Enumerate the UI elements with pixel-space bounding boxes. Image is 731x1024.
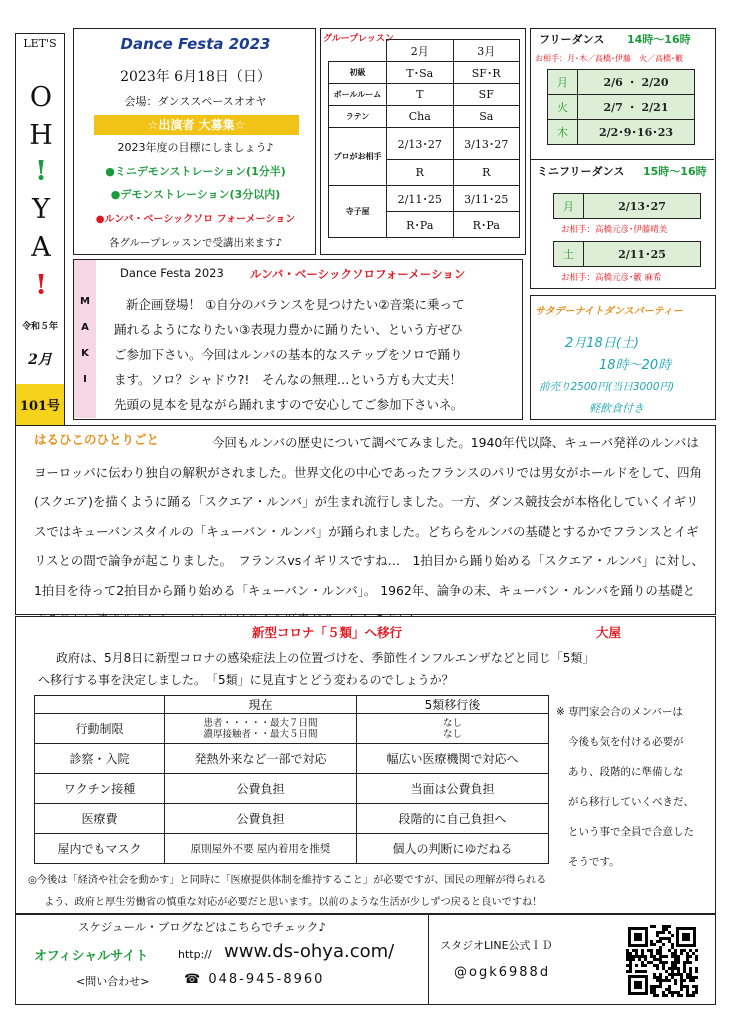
line-id-label: スタジオLINE公式ＩＤ (440, 939, 553, 952)
group-cell: R (387, 160, 454, 186)
dance-festa-box (73, 28, 316, 255)
corona-cell-after-2: なし (442, 728, 462, 740)
footer-schedule-text: スケジュール・ブログなどはこちらでチェック♪ (78, 920, 326, 934)
date-cell: 2/11･25 (584, 242, 701, 267)
festa-venue: 会場：ダンススペースオオヤ (124, 95, 267, 108)
group-row-label: ボールルーム (329, 84, 387, 106)
free-dance-time: 14時～16時 (627, 33, 691, 46)
corona-cell-after: 個人の判断にゆだねる (357, 834, 549, 864)
free-dance-title: フリーダンス (539, 33, 605, 46)
corona-cell-after: 当面は公費負担 (357, 774, 549, 804)
footer-divider (428, 915, 429, 1005)
maki-letter-i: I (83, 374, 87, 385)
side-note-line: という事で全員で合意した (568, 826, 694, 838)
corona-cell-now-2: 濃厚接触者・・最大５日間 (203, 728, 318, 740)
title-letter-h: H (29, 120, 53, 151)
corona-closing-1: ◎今後は「経済や社会を動かす」と同時に「医療提供体制を維持すること」が必要ですが、国民の理解が得られる (28, 875, 547, 886)
corona-author: 大屋 (596, 625, 622, 640)
corona-cell-now-1: 患者・・・・・最大７日間 (203, 717, 318, 729)
url-prefix[interactable]: http:// (178, 948, 212, 961)
group-lesson-table (328, 39, 520, 238)
side-note-line: あり、段階的に準備しな (568, 766, 684, 778)
title-letter-a: A (31, 232, 51, 263)
corona-row-label: 屋内でもマスク (35, 834, 165, 864)
corona-row-label: 行動制限 (35, 714, 165, 744)
maki-label: Dance Festa 2023 (120, 266, 224, 280)
day-cell: 土 (554, 242, 584, 267)
mini-free-time: 15時～16時 (643, 165, 707, 178)
maki-letter-k: K (81, 348, 89, 359)
corona-intro-1: 政府は、5月8日に新型コロナの感染症法上の位置づけを、季節性インフルエンザなどと同じ「5類」 (56, 651, 595, 665)
group-cell: 3/13･27 (453, 128, 520, 160)
festa-goal: 2023年度の目標にしましょう♪ (117, 141, 274, 154)
era-year: 令和５年 (21, 322, 58, 332)
table-row (35, 696, 549, 714)
corona-side-note (556, 697, 716, 877)
corona-header-blank (35, 696, 165, 714)
corona-cell-after (357, 714, 549, 744)
side-note-line: 今後も気を付ける必要が (568, 736, 684, 748)
corona-cell-now: 公費負担 (165, 804, 357, 834)
official-site-url[interactable]: www.ds-ohya.com/ (224, 941, 395, 962)
table-row (548, 120, 695, 145)
date-cell: 2/6 ・ 2/20 (578, 70, 695, 95)
corona-article-box (15, 616, 716, 914)
corona-header-now: 現在 (165, 696, 357, 714)
mini-free-partner-1: お相手：高橋元彦･伊藤晴美 (561, 225, 668, 235)
lets-text: LET'S (23, 37, 57, 50)
group-cell: Cha (387, 106, 454, 128)
side-note-line: ※ 専門家会合のメンバーは (556, 706, 683, 718)
table-row (329, 186, 520, 212)
maki-strip (74, 260, 96, 418)
mini-free-table-1 (553, 193, 701, 219)
maki-line: 踊れるようになりたい③表現力豊かに踊りたい、という方ぜひ (114, 322, 463, 337)
maki-title: ルンバ・ベーシックソロフォーメーション (250, 267, 466, 281)
festa-item-rumba: ●ルンバ・ベーシックソロ フォーメーション (95, 214, 296, 225)
mini-free-table-2 (553, 241, 701, 267)
table-row (35, 714, 549, 744)
title-letter-o: O (29, 82, 53, 113)
date-cell: 2/13･27 (584, 194, 701, 219)
official-site-label: オフィシャルサイト (34, 949, 149, 964)
group-header-mar: 3月 (453, 40, 520, 62)
corona-cell-now: 公費負担 (165, 774, 357, 804)
festa-note: 各グループレッスンで受講出来ます♪ (108, 237, 283, 249)
table-row (35, 774, 549, 804)
corona-row-label: ワクチン接種 (35, 774, 165, 804)
group-cell: 3/11･25 (453, 186, 520, 212)
corona-comparison-table (34, 695, 549, 864)
table-row (35, 834, 549, 864)
maki-line: 先頭の見本を見ながら踊れますので安心してご参加下さいネ。 (114, 397, 464, 412)
issue-month: 2月 (28, 352, 52, 368)
free-dance-table (547, 69, 695, 145)
contact-phone[interactable]: ☎ 048-945-8960 (184, 972, 325, 987)
free-divider (531, 159, 714, 160)
performer-recruit-banner: ☆出演者 大募集☆ (94, 115, 299, 135)
newsletter-title-strip (15, 33, 65, 431)
haruhiko-title: はるひこのひとりごと (34, 432, 160, 447)
table-row (548, 95, 695, 120)
corona-cell-after-1: なし (442, 717, 462, 729)
party-time: 18時～20時 (599, 358, 672, 373)
party-price: 前売り2500円(当日3000円) (539, 381, 675, 393)
day-cell: 月 (548, 70, 578, 95)
contact-label: <問い合わせ> (76, 975, 150, 988)
maki-line: 新企画登場！ ①自分のバランスを見つけたい②音楽に乗って (126, 297, 465, 312)
group-row-label-pro: プロがお相手 (329, 128, 387, 186)
line-id[interactable]: @ogk6988d (454, 965, 551, 980)
party-date: 2月18日(土) (565, 336, 639, 351)
table-row (35, 744, 549, 774)
corona-row-label: 医療費 (35, 804, 165, 834)
corona-closing-2: よう、政府と厚生労働省の慎重な対応が必要だと思います。以前のような生活が少しずつ戻ると良いですね！ (44, 897, 543, 908)
title-exclaim-1: ! (35, 156, 47, 187)
issue-number: 101号 (16, 384, 64, 430)
corona-cell-now (165, 714, 357, 744)
corona-cell-now: 発熱外来など一部で対応 (165, 744, 357, 774)
corona-header-after: 5類移行後 (357, 696, 549, 714)
corona-cell-now: 原則屋外不要 屋内着用を推奨 (165, 834, 357, 864)
corona-cell-after: 幅広い医療機関で対応へ (357, 744, 549, 774)
day-cell: 木 (548, 120, 578, 145)
group-header-blank (329, 40, 387, 62)
group-lesson-title: グループレッスン (323, 34, 394, 44)
table-row (554, 194, 701, 219)
table-row (329, 128, 520, 160)
maki-line: ます。ソロ？シャドウ?! そんなの無理…という方も大丈夫！ (114, 372, 462, 387)
table-row (35, 804, 549, 834)
festa-item-demo: ●デモンストレーション(3分以内) (110, 188, 281, 201)
group-cell: 2/11･25 (387, 186, 454, 212)
group-row-label-terakoya: 寺子屋 (329, 186, 387, 238)
table-row (554, 242, 701, 267)
title-exclaim-2: ! (35, 270, 47, 301)
group-cell: T (387, 84, 454, 106)
corona-cell-after: 段階的に自己負担へ (357, 804, 549, 834)
date-cell: 2/7 ・ 2/21 (578, 95, 695, 120)
group-header-feb: 2月 (387, 40, 454, 62)
day-cell: 火 (548, 95, 578, 120)
maki-letter-m: M (80, 296, 90, 307)
saturday-party-box (530, 295, 716, 420)
party-title: サタデーナイトダンスパーティー (535, 306, 683, 317)
group-cell: R (453, 160, 520, 186)
haruhiko-body: 今回もルンバの歴史について調べてみました。1940年代以降、キューバ発祥のルンバはヨーロッパに伝わり独自の解釈がされました。世界文化の中心であったフランスのパリでは男女がホールドをして、四角(スクエア)を描くように踊る「スクエア・ルンバ」が生まれ流行しました。一方、ダンス競技会が本格化していくイギリスではキューバンスタイルの「キューバン・ルンバ」が踊られました。どちらをルンバの基礎とするかでフランスとイギリスとの間で論争が起こりました。 フランスvsイギリスですね… 1拍目から踊り始める「スクエア・ルンバ」に対し、1拍目を待って2拍目から踊り始める「キューバン・ルンバ」。 1962年、論争の末、キューバン・ルンバを踊りの基礎と (34, 435, 704, 598)
group-cell: R･Pa (387, 212, 454, 238)
side-note-line: がら移行していくべきだ、 (568, 796, 694, 808)
side-note-line: そうです。 (568, 856, 620, 868)
free-dance-partners: お相手：月･木／高橋･伊藤 火／高橋･籔 (535, 54, 683, 63)
footer-box (15, 914, 716, 1005)
group-cell: 2/13･27 (387, 128, 454, 160)
corona-intro-2: へ移行する事を決定しました。 「5類」に見直すとどう変わるのでしょうか？ (38, 673, 454, 687)
group-cell: SF (453, 84, 520, 106)
maki-body (114, 292, 514, 417)
mini-free-partner-2: お相手：高橋元彦･籔 麻希 (561, 273, 662, 283)
table-row (329, 62, 520, 84)
party-food: 軽飲食付き (589, 402, 644, 415)
group-cell: R･Pa (453, 212, 520, 238)
haruhiko-column-box (15, 425, 716, 615)
corona-row-label: 診察・入院 (35, 744, 165, 774)
group-lesson-box (320, 28, 526, 255)
maki-article-box (73, 259, 523, 420)
qr-code-icon[interactable] (626, 925, 698, 997)
maki-letter-a: A (81, 322, 89, 333)
table-row (329, 106, 520, 128)
maki-line: ご参加下さい。今回はルンバの基本的なステップをソロで踊り (114, 347, 463, 362)
table-row (329, 84, 520, 106)
title-letter-y: Y (32, 194, 50, 225)
festa-title: Dance Festa 2023 (120, 35, 271, 53)
corona-title: 新型コロナ「５類」へ移行 (252, 625, 403, 640)
free-dance-box (530, 28, 716, 289)
group-row-label: ラテン (329, 106, 387, 128)
mini-free-title: ミニフリーダンス (537, 165, 625, 178)
festa-date: 2023年 6月18日（日） (120, 69, 271, 85)
group-cell: T･Sa (387, 62, 454, 84)
group-row-label: 初級 (329, 62, 387, 84)
date-cell: 2/2･9･16･23 (578, 120, 695, 145)
festa-item-mini-demo: ●ミニデモンストレーション(1分半) (105, 165, 286, 178)
group-cell: Sa (453, 106, 520, 128)
day-cell: 月 (554, 194, 584, 219)
table-row (548, 70, 695, 95)
group-cell: SF･R (453, 62, 520, 84)
